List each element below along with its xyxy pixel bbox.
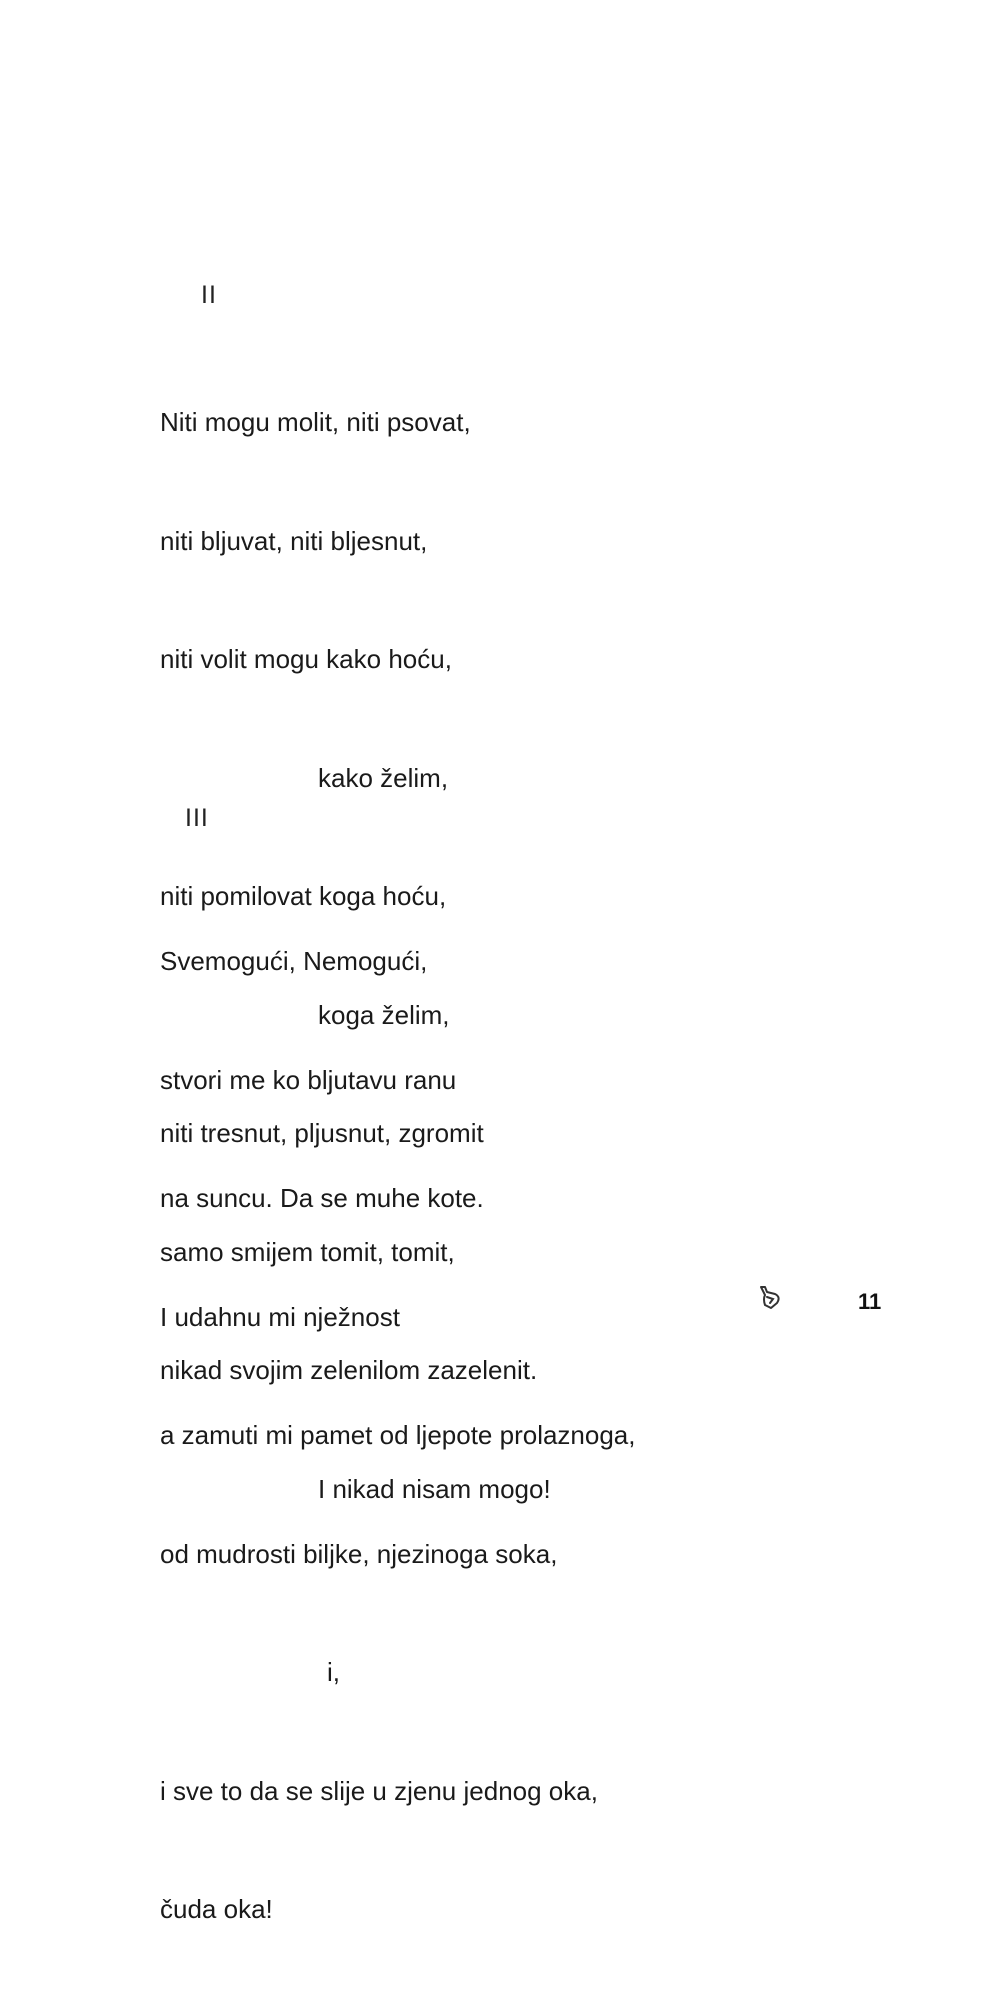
poem-line: I udahnu mi nježnost — [160, 1301, 400, 1332]
poem-line-indented: I nikad nisam mogo! — [318, 1473, 551, 1504]
poem-line-indented: kako želim, — [318, 762, 449, 793]
poem-line: a zamuti mi pamet od ljepote prolaznoga, — [160, 1420, 636, 1450]
poem-line: i sve to da se slije u zjenu jednog oka, — [160, 1775, 598, 1806]
publisher-logo-icon — [755, 1283, 785, 1313]
poem-line: niti tresnut, pljusnut, zgromit — [160, 1118, 484, 1148]
poem-line: samo smijem tomit, tomit, — [160, 1236, 455, 1267]
poem-line: Svemogući, Nemogući, — [160, 946, 428, 976]
poem-line: na suncu. Da se muhe kote. — [160, 1183, 484, 1213]
poem-line: niti volit mogu kako hoću, — [160, 644, 452, 674]
page-number: 11 — [858, 1289, 882, 1314]
poem-line: stvori me ko bljutavu ranu — [160, 1064, 457, 1095]
poem-line: niti bljuvat, niti bljesnut, — [160, 525, 428, 556]
poem-line-indented: koga želim, — [318, 999, 450, 1030]
poem-line: čuda oka! — [160, 1894, 273, 1924]
poem-line: od mudrosti biljke, njezinoga soka, — [160, 1538, 558, 1569]
poem-stanza-3 — [160, 863, 860, 2009]
section-number-3: III — [185, 804, 209, 832]
poem-line-indented: i, — [327, 1657, 340, 1687]
section-number-2: II — [201, 281, 217, 309]
poem-line: Niti mogu molit, niti psovat, — [160, 407, 471, 437]
poem-line: niti pomilovat koga hoću, — [160, 881, 447, 911]
poem-line: nikad svojim zelenilom zazelenit. — [160, 1355, 538, 1385]
